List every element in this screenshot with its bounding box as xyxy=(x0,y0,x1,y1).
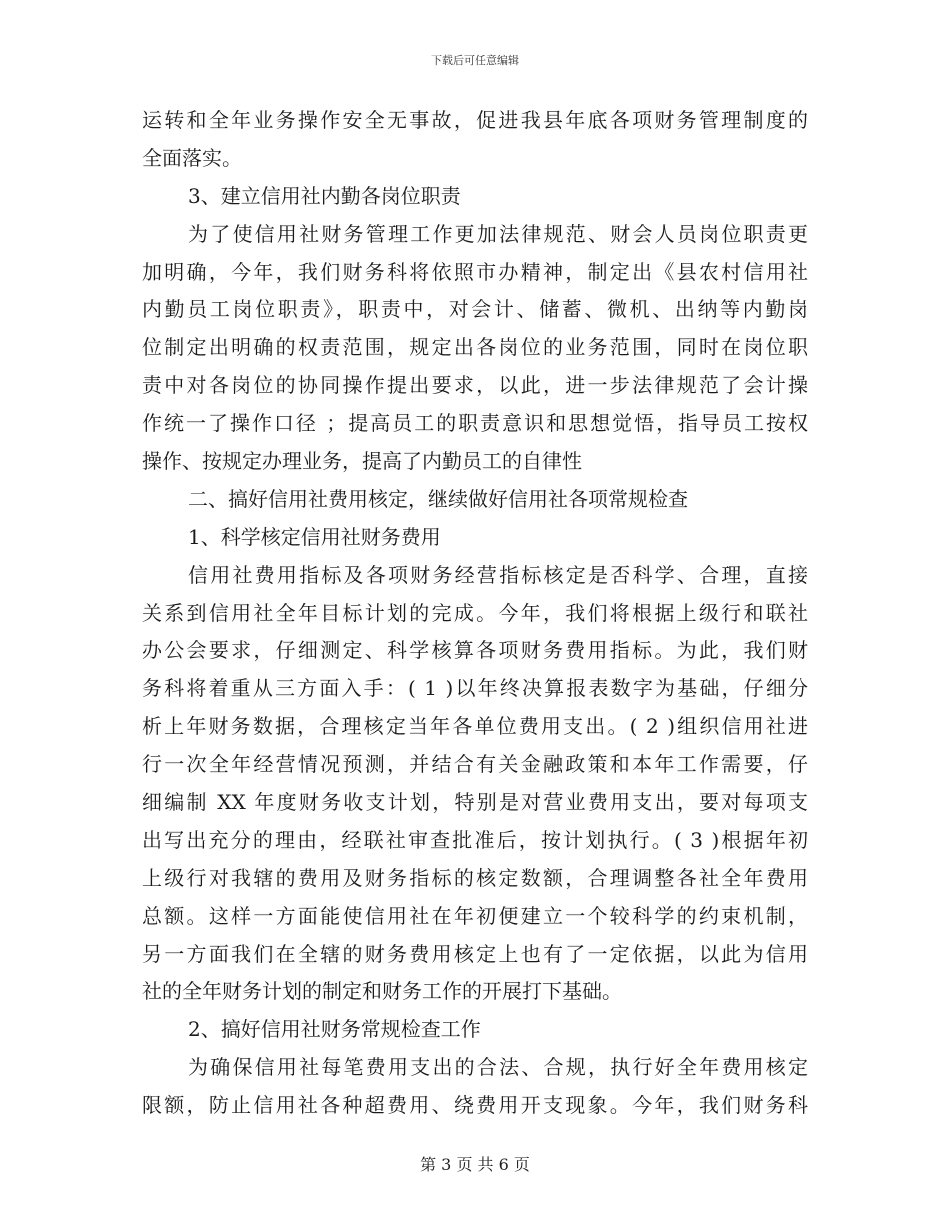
text-line: 作统一了操作口径 ；提高员工的职责意识和思想觉悟，指导员工按权 xyxy=(142,411,808,436)
text-line: 信用社费用指标及各项财务经营指标核定是否科学、合理，直接 xyxy=(188,562,808,587)
text-line: 运转和全年业务操作安全无事故，促进我县年底各项财务管理制度的 xyxy=(142,108,808,132)
text-line: 出写出充分的理由，经联社审查批准后，按计划执行。( 3 )根据年初 xyxy=(142,827,808,852)
text-line: 为了使信用社财务管理工作更加法律规范、财会人员岗位职责更 xyxy=(188,221,808,246)
text-line: 总额。这样一方面能使信用社在年初便建立一个较科学的约束机制， xyxy=(142,903,808,928)
text-line: 务科将着重从三方面入手：( 1 )以年终决算报表数字为基础，仔细分 xyxy=(142,676,808,701)
text-line: 限额，防止信用社各种超费用、绕费用开支现象。今年，我们财务科 xyxy=(142,1093,808,1118)
page-number-footer: 第 3 页 共 6 页 xyxy=(420,1155,530,1174)
text-line: 责中对各岗位的协同操作提出要求，以此，进一步法律规范了会计操 xyxy=(142,373,808,398)
text-line: 二、搞好信用社费用核定，继续做好信用社各项常规检查 xyxy=(188,486,688,511)
text-line: 关系到信用社全年目标计划的完成。今年，我们将根据上级行和联社 xyxy=(142,600,808,625)
text-line: 加明确，今年，我们财务科将依照市办精神，制定出《县农村信用社 xyxy=(142,259,808,284)
text-line: 3、建立信用社内勤各岗位职责 xyxy=(188,183,461,208)
text-line: 社的全年财务计划的制定和财务工作的开展打下基础。 xyxy=(142,979,622,1004)
text-line: 另一方面我们在全辖的财务费用核定上也有了一定依据，以此为信用 xyxy=(142,941,808,966)
text-line: 细编制 XX 年度财务收支计划，特别是对营业费用支出，要对每项支 xyxy=(142,790,808,815)
text-line: 操作、按规定办理业务，提高了内勤员工的自律性 xyxy=(142,449,582,474)
text-line: 为确保信用社每笔费用支出的合法、合规，执行好全年费用核定 xyxy=(188,1055,808,1080)
text-line: 全面落实。 xyxy=(142,145,242,170)
text-line: 办公会要求，仔细测定、科学核算各项财务费用指标。为此，我们财 xyxy=(142,638,808,663)
text-line: 1、科学核定信用社财务费用 xyxy=(188,524,441,549)
page-header-note: 下载后可任意编辑 xyxy=(431,54,519,67)
text-line: 位制定出明确的权责范围，规定出各岗位的业务范围，同时在岗位职 xyxy=(142,335,808,360)
text-line: 析上年财务数据，合理核定当年各单位费用支出。( 2 )组织信用社进 xyxy=(142,714,808,739)
text-line: 内勤员工岗位职责》，职责中，对会计、储蓄、微机、出纳等内勤岗 xyxy=(142,297,808,322)
document-body xyxy=(142,102,808,1125)
text-line: 上级行对我辖的费用及财务指标的核定数额，合理调整各社全年费用 xyxy=(142,865,808,890)
text-line: 行一次全年经营情况预测，并结合有关金融政策和本年工作需要，仔 xyxy=(142,752,808,777)
text-line: 2、搞好信用社财务常规检查工作 xyxy=(188,1017,481,1042)
